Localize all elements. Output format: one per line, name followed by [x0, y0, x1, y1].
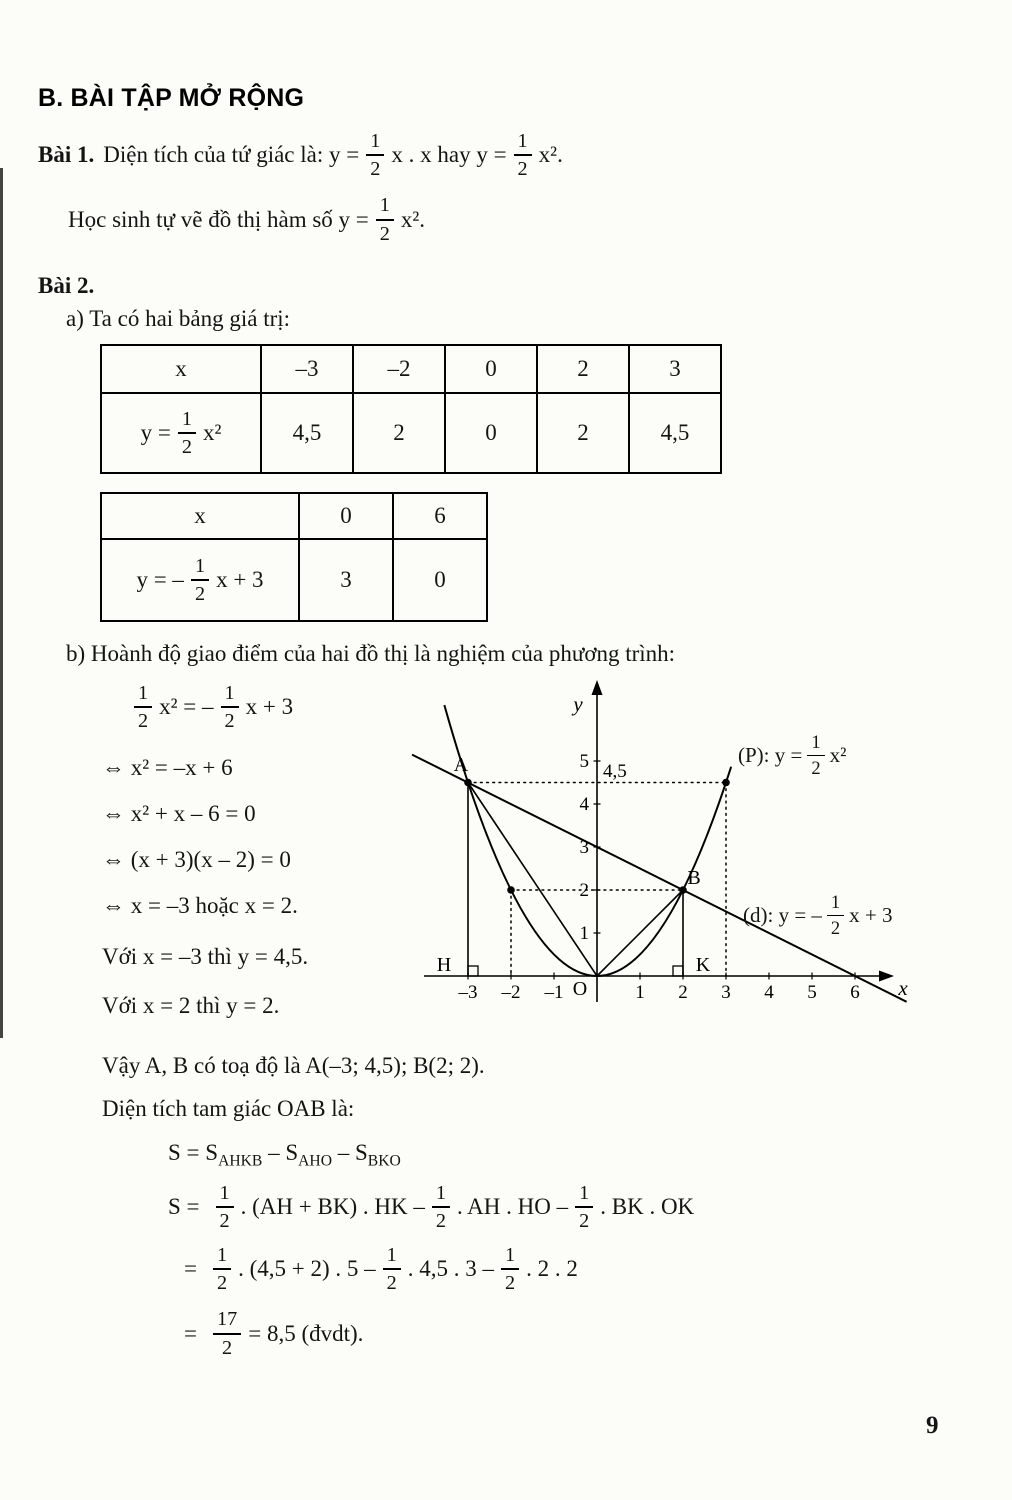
fraction-denominator: 2: [811, 757, 821, 778]
row-label-formula: [102, 556, 298, 604]
table-cell: 2: [353, 393, 445, 473]
table-cell: x: [101, 345, 261, 393]
x-axis-arrow: [879, 971, 894, 982]
formula-text: x².: [538, 142, 563, 168]
fraction: [191, 556, 209, 604]
y-tick-label: 4: [579, 794, 589, 816]
equation-3: ⇔ x² + x – 6 = 0: [102, 800, 256, 826]
fraction-numerator: 1: [213, 1245, 231, 1270]
equation-7: Với x = 2 thì y = 2.: [102, 992, 280, 1018]
formula-text: S =: [168, 1193, 200, 1219]
fraction: [178, 409, 196, 457]
formula-text: x + 3: [849, 902, 893, 927]
formula-text: (P): y =: [738, 742, 803, 767]
formula-text: =: [184, 1320, 197, 1346]
fraction: [216, 1183, 234, 1231]
fraction: [213, 1245, 231, 1293]
x-tick-label: 5: [807, 982, 817, 1004]
formula-text: y = –: [136, 567, 184, 593]
fraction: [575, 1183, 593, 1231]
x-tick-label: 1: [635, 982, 645, 1004]
table-cell: 3: [299, 539, 393, 621]
fraction-denominator: 2: [435, 1209, 446, 1232]
fraction-numerator: 1: [366, 131, 384, 156]
formula-text: x² = –: [159, 694, 214, 720]
solution-and-graph-row: [38, 671, 966, 1036]
point-B-dot: [679, 886, 687, 894]
fraction-denominator: 2: [505, 1272, 516, 1295]
bai1-note-line: [68, 195, 966, 243]
fraction-denominator: 2: [224, 710, 235, 733]
formula-text: . (AH + BK) . HK –: [240, 1193, 425, 1219]
equation-column: [102, 671, 402, 1036]
formula-text: x + 3: [245, 694, 294, 720]
bai1-line: [38, 131, 966, 179]
bai2-part-a: a) Ta có hai bảng giá trị:: [66, 305, 291, 331]
formula-text: Học sinh tự vẽ đồ thị hàm số y =: [68, 206, 369, 232]
subscript: AHO: [298, 1152, 332, 1170]
fraction: [501, 1245, 519, 1293]
formula-text: . AH . HO –: [456, 1193, 569, 1219]
formula-text: . 4,5 . 3 –: [407, 1256, 495, 1282]
area-formula-symbolic: [168, 1140, 966, 1171]
fraction: [376, 195, 394, 243]
formula-text: x²: [829, 742, 847, 767]
formula-text: = 8,5 (đvdt).: [248, 1320, 364, 1346]
fraction: [134, 683, 152, 731]
x-tick-label: 4: [764, 982, 774, 1004]
table-cell: 4,5: [261, 393, 353, 473]
fraction: [432, 1183, 450, 1231]
point-B-label: B: [687, 867, 701, 890]
table-cell-formula: [101, 539, 299, 621]
x-tick-label: –3: [458, 982, 478, 1004]
formula-text: =: [184, 1256, 197, 1282]
equation-4: ⇔ (x + 3)(x – 2) = 0: [102, 846, 291, 872]
right-angle-mark-H: [468, 966, 478, 976]
y-tick-label: 5: [579, 751, 589, 773]
point-m2-2-dot: [507, 886, 515, 894]
fraction: [213, 1309, 241, 1357]
value-45-label: 4,5: [603, 761, 627, 783]
fraction-denominator: 2: [216, 1272, 228, 1295]
y-axis-arrow: [592, 680, 603, 695]
point-A-dot: [464, 779, 472, 787]
x-tick-label: –1: [544, 982, 564, 1004]
value-table-parabola: [100, 344, 722, 474]
formula-text: – S: [332, 1139, 368, 1165]
x-axis-label: x: [898, 976, 908, 1001]
table-cell: –2: [353, 345, 445, 393]
table-cell: 3: [629, 345, 721, 393]
fraction-denominator: 2: [138, 710, 149, 733]
fraction: [827, 893, 844, 937]
fraction-denominator: 2: [219, 1209, 230, 1232]
table-row-y: [101, 539, 487, 621]
equation-6: Với x = –3 thì y = 4,5.: [102, 943, 309, 969]
formula-text: x²: [202, 420, 222, 446]
fraction-denominator: 2: [386, 1272, 397, 1295]
fraction-denominator: 2: [181, 436, 192, 459]
fraction-numerator: 1: [432, 1183, 450, 1208]
section-title: B. BÀI TẬP MỞ RỘNG: [38, 84, 305, 112]
fraction-numerator: 1: [178, 409, 196, 434]
fraction: [221, 683, 239, 731]
line-equation-label: [743, 893, 893, 937]
x-tick-label: 2: [678, 982, 688, 1004]
y-tick-label: 1: [579, 923, 589, 945]
table-cell-formula: [101, 393, 261, 473]
formula-text: x . x hay y =: [391, 142, 507, 168]
point-K-label: K: [695, 954, 711, 977]
y-tick-label: 3: [579, 837, 589, 859]
fraction-denominator: 2: [370, 158, 381, 181]
fraction-numerator: 1: [807, 733, 824, 755]
table-cell: 0: [299, 493, 393, 539]
bai2-part-b: b) Hoành độ giao điểm của hai đồ thị là nghiệm của phương trình:: [66, 641, 676, 667]
formula-text: (d): y = –: [743, 902, 822, 927]
table-cell: –3: [261, 345, 353, 393]
subscript: BKO: [367, 1152, 401, 1170]
fraction: [807, 733, 824, 777]
right-angle-mark-K: [673, 966, 683, 976]
table-cell: x: [101, 493, 299, 539]
fraction-numerator: 1: [575, 1183, 593, 1208]
fraction-denominator: 2: [517, 158, 528, 181]
fraction-numerator: 1: [191, 556, 209, 581]
equation-5: ⇔ x = –3 hoặc x = 2.: [102, 892, 298, 918]
table-cell: 0: [393, 539, 487, 621]
segment-OA: [468, 783, 597, 977]
fraction: [514, 131, 532, 179]
fraction-numerator: 1: [501, 1245, 519, 1270]
bai2-label: Bài 2.: [38, 272, 95, 298]
table-cell: 2: [537, 345, 629, 393]
fraction-numerator: 1: [216, 1183, 234, 1208]
point-3-45-dot: [722, 779, 730, 787]
fraction-numerator: 1: [514, 131, 532, 156]
table-cell: 6: [393, 493, 487, 539]
formula-text: y =: [140, 420, 171, 446]
table-row-y: [101, 393, 721, 473]
formula-text: S = S: [168, 1139, 219, 1165]
fraction-denominator: 2: [579, 1209, 590, 1232]
fraction-denominator: 2: [194, 583, 206, 606]
fraction-denominator: 2: [830, 917, 841, 938]
fraction-numerator: 1: [383, 1245, 401, 1270]
formula-text: x + 3: [216, 567, 264, 593]
bai1-label: Bài 1.: [38, 142, 95, 168]
area-result-line: [184, 1309, 966, 1357]
value-table-line: [100, 492, 488, 622]
graph-svg: [402, 671, 974, 1019]
formula-text: – S: [262, 1139, 299, 1165]
fraction: [383, 1245, 401, 1293]
fraction-denominator: 2: [222, 1336, 233, 1359]
table-cell: 2: [537, 393, 629, 473]
y-tick-label: 2: [579, 880, 589, 902]
formula-text: x².: [400, 206, 426, 232]
point-A-label: A: [453, 754, 469, 777]
table-cell: 0: [445, 393, 537, 473]
fraction-denominator: 2: [379, 222, 390, 245]
x-tick-label: 6: [850, 982, 860, 1004]
fraction: [366, 131, 384, 179]
table-cell: 0: [445, 345, 537, 393]
table-row-x: [101, 493, 487, 539]
fraction-numerator: 17: [213, 1309, 241, 1334]
fraction-numerator: 1: [134, 683, 152, 708]
formula-text: . 2 . 2: [526, 1256, 578, 1282]
page-number: 9: [926, 1412, 939, 1439]
x-tick-label: 3: [721, 982, 731, 1004]
table-cell: 4,5: [629, 393, 721, 473]
equation-2: ⇔ x² = –x + 6: [102, 754, 233, 780]
conclusion-coordinates: Vậy A, B có toạ độ là A(–3; 4,5); B(2; 2).: [102, 1052, 485, 1078]
area-formula-expanded: [168, 1183, 966, 1231]
fraction-numerator: 1: [376, 195, 394, 220]
fraction-numerator: 1: [827, 893, 844, 915]
equation-1: [134, 683, 402, 731]
table-row-x: [101, 345, 721, 393]
graph-figure: [402, 671, 974, 1019]
formula-text: . (4,5 + 2) . 5 –: [238, 1256, 376, 1282]
line-d: [412, 755, 907, 1002]
subscript: AHKB: [218, 1152, 263, 1170]
parabola-equation-label: [738, 733, 846, 777]
formula-text: Diện tích của tứ giác là: y =: [103, 142, 360, 168]
y-axis-label: y: [573, 692, 583, 717]
area-computation-line: [184, 1245, 966, 1293]
formula-text: . BK . OK: [600, 1193, 695, 1219]
conclusion-area-intro: Diện tích tam giác OAB là:: [102, 1095, 355, 1121]
x-tick-label: –2: [501, 982, 521, 1004]
row-label-formula: [102, 409, 260, 457]
origin-label: O: [572, 978, 588, 1001]
fraction-numerator: 1: [221, 683, 239, 708]
point-H-label: H: [436, 954, 452, 977]
segment-OB: [597, 890, 683, 976]
